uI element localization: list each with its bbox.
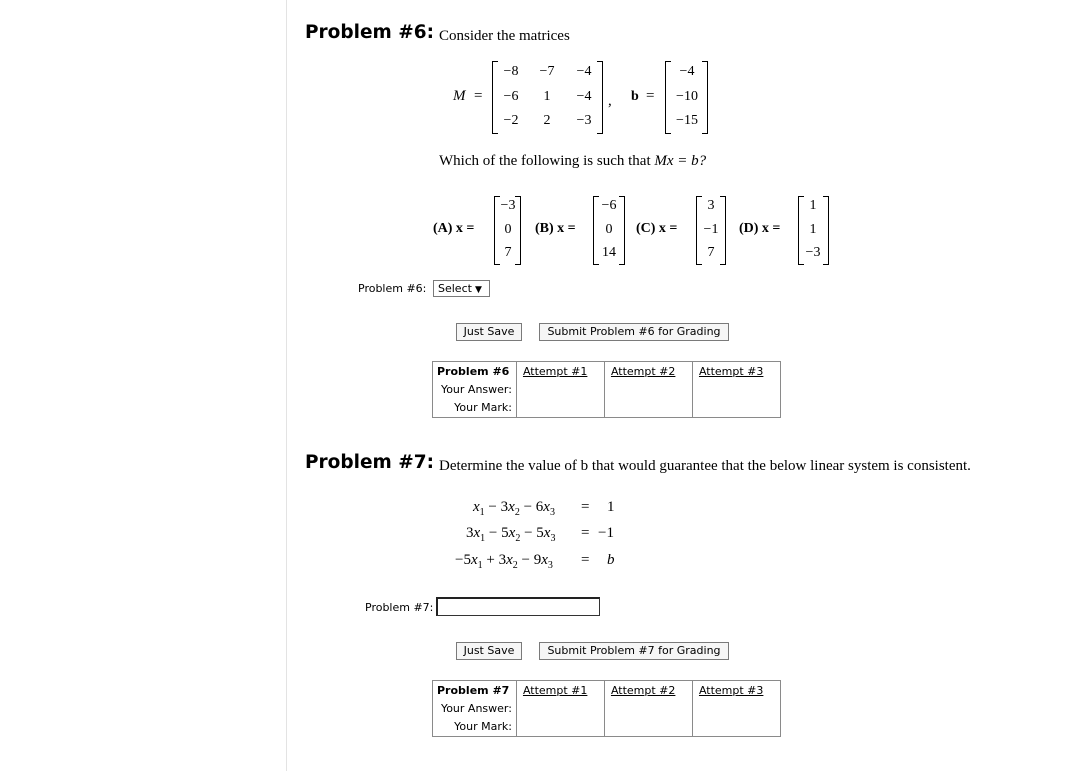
- attempt-3-link[interactable]: Attempt #3: [698, 684, 764, 697]
- question-text: Which of the following is such that: [439, 153, 651, 169]
- matrix-m-cell: −4: [576, 89, 592, 104]
- problem-7-answer-label: Problem #7:: [365, 601, 434, 614]
- sidebar-divider: [286, 0, 287, 771]
- matrix-m-cell: −3: [576, 113, 592, 128]
- matrix-m-equals: =: [474, 88, 483, 104]
- question-expression: Mx = b?: [654, 153, 707, 169]
- option-b-value: −6: [601, 198, 617, 213]
- your-answer-label: Your Answer:: [440, 383, 512, 396]
- option-a-label: (A) x =: [433, 221, 475, 236]
- problem-6-answer-select[interactable]: [433, 280, 490, 297]
- your-mark-label: Your Mark:: [454, 401, 512, 414]
- option-c-value: −1: [703, 222, 719, 237]
- attempt-2-column: [604, 362, 692, 418]
- matrix-m-cell: −8: [503, 64, 519, 79]
- option-d-value: 1: [809, 222, 817, 237]
- problem-6-answer-label: Problem #6:: [358, 282, 427, 295]
- vector-b-name: b: [631, 89, 639, 104]
- vector-b-cell: −4: [679, 64, 695, 79]
- problem-6-attempts-table: [432, 361, 781, 418]
- option-c-value: 7: [707, 245, 715, 260]
- vector-b-cell: −15: [676, 113, 698, 128]
- matrix-m-cell: −4: [576, 64, 592, 79]
- problem-7-just-save-button[interactable]: Just Save: [456, 642, 522, 660]
- option-a-value: −3: [500, 198, 516, 213]
- attempt-1-link[interactable]: Attempt #1: [522, 365, 588, 378]
- option-a-value: 7: [504, 245, 512, 260]
- option-d-label: (D) x =: [739, 221, 781, 236]
- matrix-m-name: M: [453, 88, 466, 104]
- equation-1-lhs: $x_1 - 3x_2 - 6x_3$: [473, 499, 555, 518]
- attempt-2-column: [604, 681, 692, 737]
- select-value: Select: [438, 282, 472, 295]
- problem-7-answer-input[interactable]: [436, 597, 600, 616]
- attempt-1-link[interactable]: Attempt #1: [522, 684, 588, 697]
- option-b-value: 0: [605, 222, 613, 237]
- problem-6-just-save-button[interactable]: Just Save: [456, 323, 522, 341]
- attempt-3-link[interactable]: Attempt #3: [698, 365, 764, 378]
- option-d-value: 1: [809, 198, 817, 213]
- problem-7-heading: Problem #7:: [305, 452, 435, 473]
- equation-3-equals: =: [581, 552, 590, 568]
- problem-6-prompt: Consider the matrices: [439, 28, 570, 44]
- table-title: Problem #6: [437, 365, 510, 378]
- equation-1-equals: =: [581, 499, 590, 515]
- attempt-2-link[interactable]: Attempt #2: [610, 365, 676, 378]
- equation-2-rhs: −1: [598, 525, 614, 541]
- equation-2-equals: =: [581, 525, 590, 541]
- option-d-value: −3: [805, 245, 821, 260]
- problem-6-submit-button[interactable]: Submit Problem #6 for Grading: [539, 323, 729, 341]
- option-c-value: 3: [707, 198, 715, 213]
- matrix-m-cell: 1: [543, 89, 551, 104]
- your-answer-label: Your Answer:: [440, 702, 512, 715]
- matrix-m-cell: 2: [543, 113, 551, 128]
- attempt-1-column: [516, 362, 604, 418]
- attempt-1-column: [516, 681, 604, 737]
- option-a-value: 0: [504, 222, 512, 237]
- problem-6-question: [439, 153, 706, 170]
- matrix-m-cell: −2: [503, 113, 519, 128]
- attempts-label-column: [433, 362, 517, 418]
- chevron-down-icon: ▼: [474, 285, 482, 295]
- problem-7-attempts-table: [432, 680, 781, 737]
- problem-6-heading: Problem #6:: [305, 22, 435, 43]
- equation-3-lhs: $-5x_1 + 3x_2 - 9x_3$: [455, 552, 553, 571]
- table-title: Problem #7: [437, 684, 510, 697]
- problem-7-prompt: Determine the value of b that would guarantee that the below linear system is consistent.: [439, 458, 971, 474]
- equation-2-lhs: $3x_1 - 5x_2 - 5x_3$: [466, 525, 556, 544]
- matrix-m-cell: −6: [503, 89, 519, 104]
- vector-b-cell: −10: [676, 89, 698, 104]
- attempt-3-column: [692, 362, 780, 418]
- attempt-2-link[interactable]: Attempt #2: [610, 684, 676, 697]
- attempts-label-column: [433, 681, 517, 737]
- option-c-label: (C) x =: [636, 221, 678, 236]
- option-b-value: 14: [602, 245, 616, 260]
- vector-b-equals: =: [646, 88, 655, 104]
- problem-7-submit-button[interactable]: Submit Problem #7 for Grading: [539, 642, 729, 660]
- equation-1-rhs: 1: [607, 499, 615, 515]
- comma: ,: [608, 93, 612, 109]
- attempt-3-column: [692, 681, 780, 737]
- equation-3-rhs: b: [607, 552, 615, 568]
- your-mark-label: Your Mark:: [454, 720, 512, 733]
- matrix-m-cell: −7: [539, 64, 555, 79]
- option-b-label: (B) x =: [535, 221, 576, 236]
